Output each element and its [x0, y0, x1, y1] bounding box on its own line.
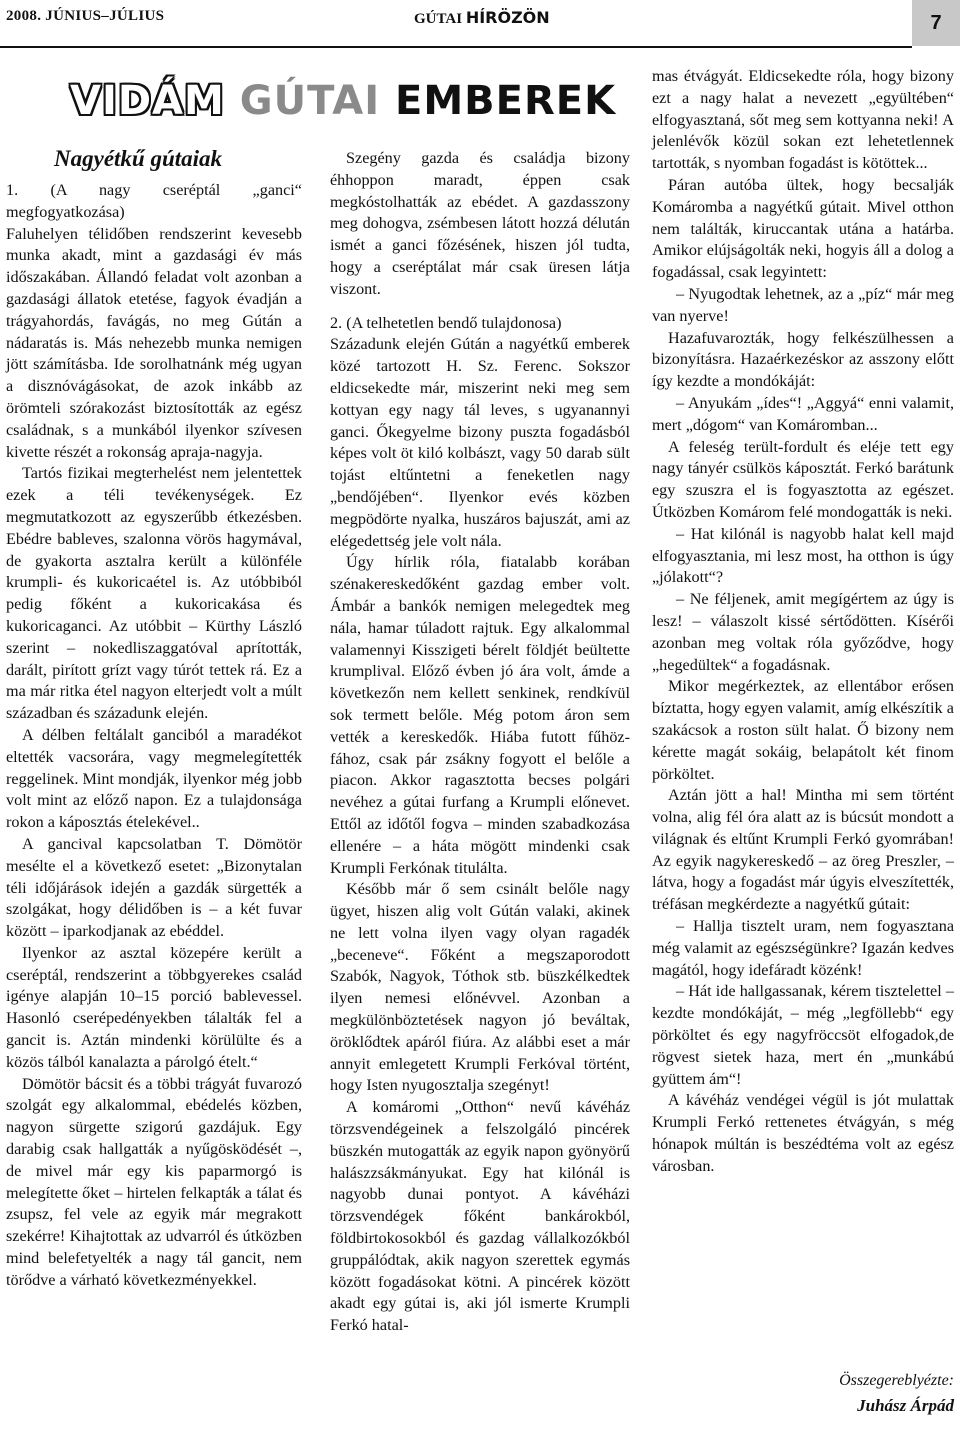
- dialogue-line: – Hát ide hallgassanak, kérem tisztelettel – kezdte mondókáját, – még „legföllebb“ egy pörköltet és egy nagyfröccsöt elfogadok,de rögvest sietek haza, mert én „munkábú gyüttem ám“!: [652, 982, 954, 1088]
- newspaper-prefix: GÚTAI: [414, 11, 463, 27]
- page-number: 7: [912, 0, 960, 46]
- section-heading-2: 2. (A telhetetlen bendő tulajdonosa): [330, 313, 562, 332]
- dialogue-line: – Hat kilónál is nagyobb halat kell majd elfogyasztania, mi lesz most, ha otthon is úgy „jólakott“?: [652, 524, 954, 587]
- paragraph: A komáromi „Otthon“ nevű kávéház törzsvendégeinek a felszolgáló pincérek büszkén mutogatták az egyik napon gyönyörű halászzsákmányukat. Egy hat kilónál is nagyobb dunai pontyot. A kávéházi törzsvendégek főként bankárokból, földbirtokosokból és gazdag vállalkozókból gruppálódtak, akik nagyon szerettek egymás között fogadásokat kötni. A pincérek között akadt egy gútai is, aki jól ismerte Krumpli Ferkó hatal-: [330, 1098, 630, 1335]
- paragraph: Később már ő sem csinált belőle nagy ügyet, hiszen alig volt Gútán valaki, akinek ne lett volna ilyen vagy olyan ragadék „beceneve“. Főként a megszaporodott Szabók, Nagyok, Tóthok stb. büszkélkedtek ilyen nemesi előnévvel. Azonban a megkülönböztetések nagyon jó beváltak, öröklődtek apáról fiúra. Az alábbi eset a már annyit emlegetett Krumpli Ferkóval történt, hogy Isten nyugosztalja szegényt!: [330, 880, 630, 1095]
- dialogue-line: – Nyugodtak lehetnek, az a „píz“ már meg van nyerve!: [652, 284, 954, 325]
- dialogue-line: – Hallja tisztelt uram, nem fogyasztana még valamit az egészségünkre? Igazán kedves magától, hogy idefáradt közénk!: [652, 917, 954, 979]
- paragraph: Aztán jött a hal! Mintha mi sem történt volna, alig fél óra alatt az is búcsút mondott a világnak és eltűnt Krumpli Ferkó gyomrában! Az egyik nagykereskedő – az öreg Preszler, – látva, hogy a fogadást már úgyis elveszítették, tréfásan megkérdezte a nagyétkű gútait:: [652, 786, 954, 914]
- paragraph: A délben feltálalt ganciból a maradékot eltették vacsorára, vagy megmelegítették reggelinek. Mint mondják, ilyenkor még jobb volt mint az előző napon. Ez a tulajdonsága rokon a káposztás ételekével..: [6, 725, 302, 832]
- paragraph: Hazafuvarozták, hogy felkészülhessen a bizonyításra. Hazaérkezéskor az asszony előtt így kezdte a mondókáját:: [652, 328, 954, 391]
- section-headline: [70, 78, 617, 138]
- paragraph: A gancival kapcsolatban T. Dömötör mesélte el a következő esetet: „Bizonytalan téli időjárások idején a gazdák sürgették a szolgákat, hogy délidőben is – a két fuvar között – iparkodjanak az ebéddel.: [6, 834, 302, 941]
- paragraph: Szegény gazda és családja bizony éhhoppon maradt, éppen csak megkóstolhatták az ebédet. A gazdasszony meg dohogva, zsémbesen látott hozzá délután ismét a ganci főzésének, hiszen jól tudta, hogy a cseréptálat már csak üresen látja viszont.: [330, 149, 630, 298]
- signature-label: Összegereblyézte:: [839, 1372, 954, 1389]
- headline-word-1: VIDÁM: [70, 78, 225, 124]
- issue-date: 2008. JÚNIUS–JÚLIUS: [6, 8, 165, 24]
- headline-word-2: GÚTAI: [239, 78, 381, 124]
- newspaper-name: [414, 8, 550, 28]
- paragraph: Úgy hírlik róla, fiatalabb korában szénakereskedőként gazdag ember volt. Ámbár a bankók nemigen melegedtek meg nála, hamar túladott rajtuk. Egy alkalommal valamennyi Kisszigeti bérelt földjét beültette krumplival. Előző évben jó ára volt, ámde a következőn nem kellett senkinek, rendkívül sok termett belőle. Még potom áron sem vették a kereskedők. Hiába futott fűhöz-fához, csak pár zsákny fogyott el belőle a piacon. Akkor ragasztotta becses polgári nevéhez a gútai furfang a Krumpli előnevet. Ettől az időtől fogva – minden szabadkozása ellenére – a háta mögött mindenki csak Krumpli Ferkónak titulálta.: [330, 553, 630, 877]
- newspaper-brand: HÍRÖZÖN: [465, 8, 550, 27]
- paragraph: Dömötör bácsit és a többi trágyát fuvarozó szolgát egy alkalommal, ebédelés közben, nagyon sürgette szigorú gazdájuk. Egy darabig csak hallgatták a nyűgösködését –, de mivel már egy kis paparmorgó is melegítette őket – hirtelen felkapták a tálat és zsupsz, fel vele az egyik már megrakott szekérre! Kihajtottak az udvarról és útközben mind belefetyelték a nagy tál gancit, nem törődve a várható következményekkel.: [6, 1074, 302, 1289]
- author-name: Juhász Árpád: [857, 1396, 954, 1415]
- paragraph: Páran autóba ültek, hogy becsalják Komáromba a nagyétkű gútait. Mivel otthon nem találták, kiruccantak utána a határba. Amikor elújságolták neki, hogyis áll a dolog a fogadással, csak legyintett:: [652, 175, 954, 282]
- paragraph: mas étvágyát. Eldicsekedte róla, hogy bizony ezt a nagy halat a nevezett „együltében“ elfogyasztaná, sőt meg sem kottyanna neki! A jelenlévők közül sokan ezt lehetetlennek tartották, s nyomban fogadást is kötöttek...: [652, 67, 954, 173]
- paragraph: Mikor megérkeztek, az ellentábor erősen bíztatta, hogy egyen valamit, amíg elkészítik a szakácsok a roston sült halat. Ő bizony nem kérette magát sokáig, belapátolt két finom pörköltet.: [652, 677, 954, 783]
- page-header: [0, 0, 960, 52]
- paragraph: A kávéház vendégei végül is jót mulattak Krumpli Ferkó rettenetes étvágyán, s még hónapok múltán is beszédtéma volt az egész városban.: [652, 1091, 954, 1175]
- paragraph: Ilyenkor az asztal közepére került a cseréptál, rendszerint a többgyerekes család igénye alapján 10–15 porció bablevessel. Hasonló cserépedényekben tálalták fel a gancit is. Aztán mindenki körülülte és a közös tálból kanalazta a párolgó ételt.“: [6, 943, 302, 1071]
- dialogue-line: – Ne féljenek, amit megígértem az úgy is lesz! – válaszolt kissé sértődötten. Kísérői azonban meg voltak róla győződve, hogy „hegedültek“ a fogadásnak.: [652, 590, 954, 674]
- paragraph: Faluhelyen télidőben rendszerint kevesebb munka akadt, mint a gazdasági év más időszakában. Állandó feladat volt azonban a gazdasági állatok etetése, fagyok évadján a trágyahordás, favágás, no meg Gútán a nádaratás is. Más nehezebb munka nemigen jött számításba. Ide sorolhatnánk még ugyan a disznóvágásokat, de azok inkább az örömteli szórakozást biztosították az egész családnak, s a munkából ilyenkor szívesen kivette részét a rokonság apraja-nagyja.: [6, 224, 302, 461]
- header-rule: [0, 46, 912, 48]
- article-column-2: [330, 148, 630, 1337]
- article-column-3: [652, 66, 954, 1178]
- section-heading-1: 1. (A nagy cseréptál „ganci“ megfogyatkozása): [6, 181, 302, 221]
- paragraph: Századunk elején Gútán a nagyétkű emberek közé tartozott H. Sz. Ferenc. Sokszor eldicsekedte már, miszerint neki meg sem kottyan egy nagy tál leves, s ugyanannyi ganci. Őkegyelme bizony puszta fogadásból képes volt öt kiló kolbászt, vagy 50 darab sült tojást eltűntetni a feneketlen nagy „bendőjében“. Ilyenkor evés közben megpödörte nyalka, huszáros bajuszát, ami az elégedettség jele volt nála.: [330, 335, 630, 550]
- article-title: Nagyétkű gútaiak: [54, 146, 223, 171]
- paragraph: A feleség terült-fordult és eléje tett egy nagy tányér csülkös káposztát. Ferkó barátunk egy szuszra el is fogyasztotta az egészet. Útközben Komárom felé mondogatták is neki.: [652, 437, 954, 521]
- article-column-1: [6, 180, 302, 1292]
- paragraph: Tartós fizikai megterhelést nem jelentettek ezek a téli tevékenységek. Ez megmutatkozott az egyszerűbb étkezésben. Ebédre bableves, szalonna vörös hagymával, de gyakorta asztalra került a különféle krumpli- és kukoricaétel is. Az utóbbiból pedig főként a kukoricakása és kukoricaganci. Az utóbbit – Kürthy László szerint – nokedliszaggatóval aprították, darált, pirított grízt vagy túrót tettek rá. Ez a ma már ritka étel nagyon elterjedt volt a múlt században és századunk elején.: [6, 464, 302, 723]
- dialogue-line: – Anyukám „ídes“! „Aggyá“ enni valamit, mert „dógom“ van Komáromban...: [652, 393, 954, 434]
- headline-word-3: EMBEREK: [395, 78, 617, 124]
